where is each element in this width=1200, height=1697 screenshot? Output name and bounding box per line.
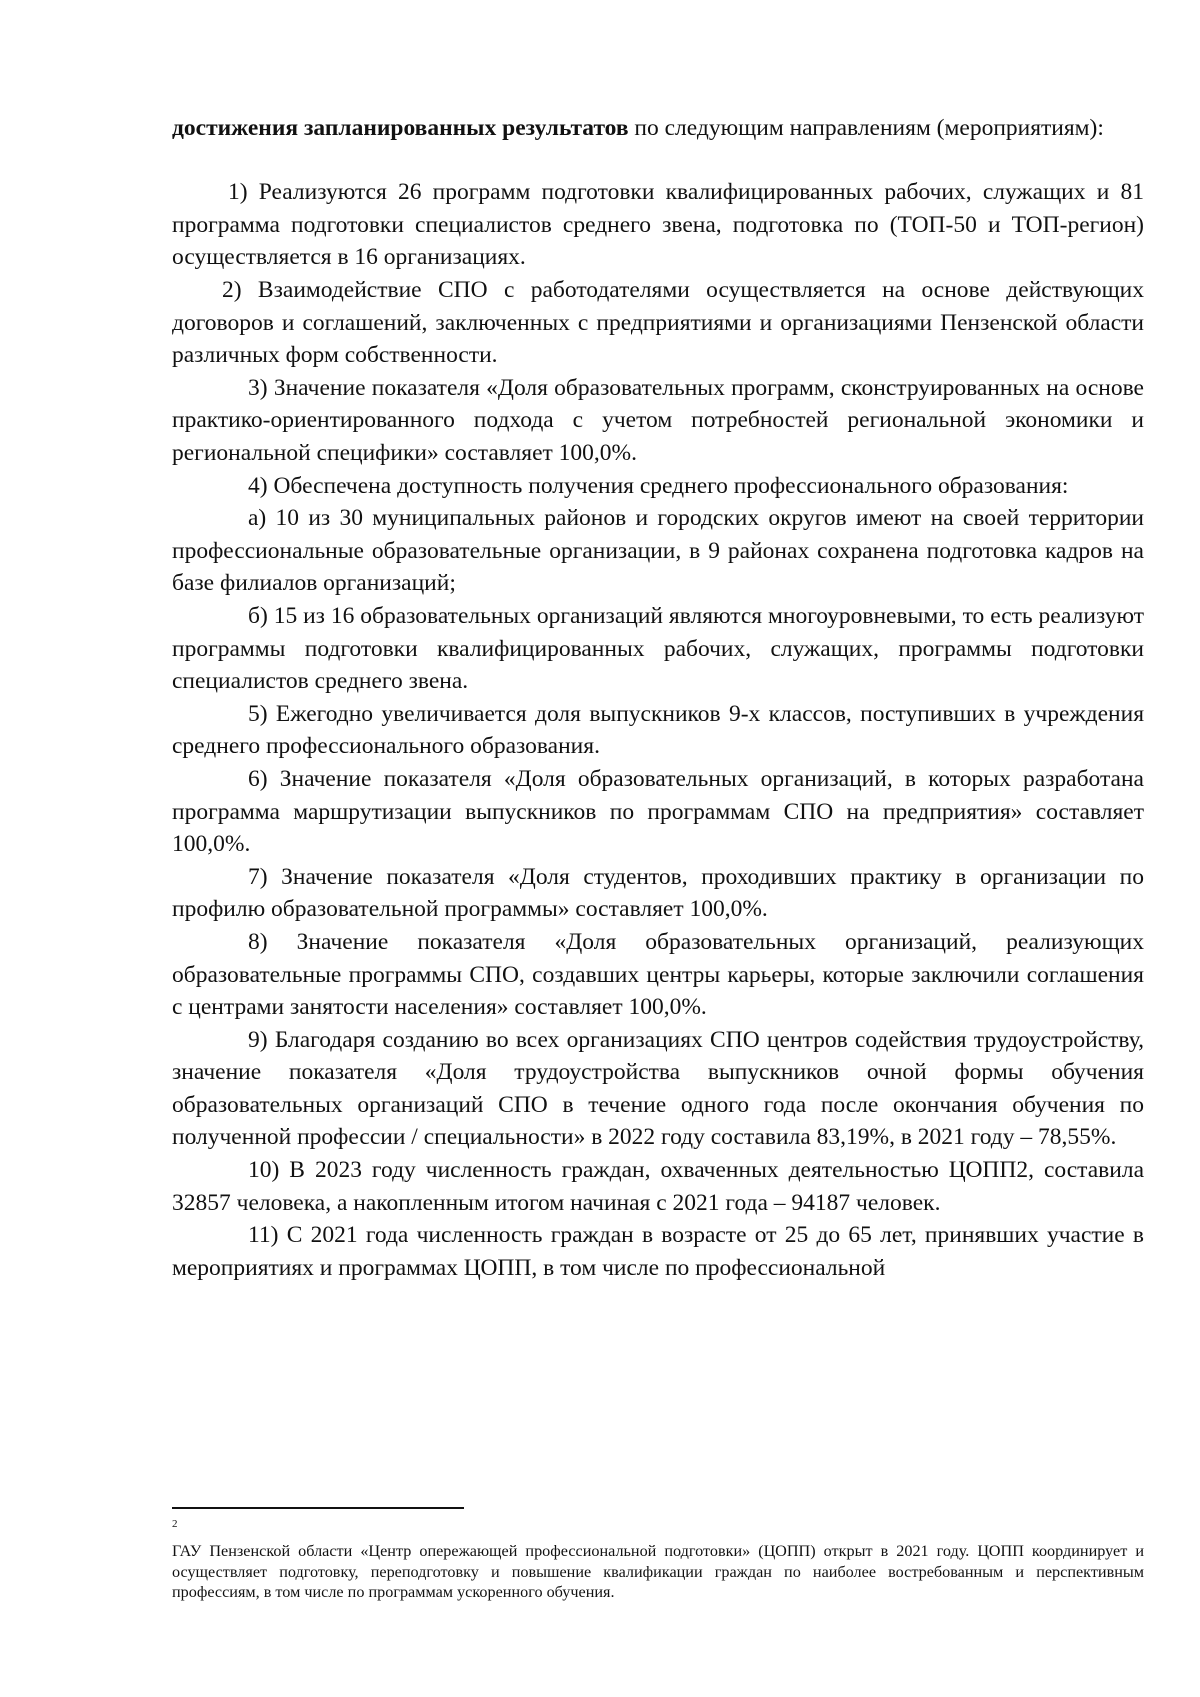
- paragraph-6: 6) Значение показателя «Доля образовательных организаций, в которых разработана программа маршрутизации выпускников по программам СПО на предприятия» составляет 100,0%.: [172, 766, 1144, 858]
- paragraph-8: 8) Значение показателя «Доля образовательных организаций, реализующих образовательные программы СПО, создавших центры карьеры, которые заключили соглашения с центрами занятости населения» составляет 100,0%.: [172, 929, 1144, 1021]
- footnote-number: 2: [172, 1518, 178, 1530]
- body-text: [172, 112, 1144, 1284]
- paragraph-4b: б) 15 из 16 образовательных организаций являются многоуровневыми, то есть реализуют программы подготовки квалифицированных рабочих, служащих, программы подготовки специалистов среднего звена.: [172, 603, 1144, 694]
- paragraph-2: 2) Взаимодействие СПО с работодателями осуществляется на основе действующих договоров и соглашений, заключенных с предприятиями и организациями Пензенской области различных форм собственности.: [172, 277, 1144, 368]
- paragraph-4a: а) 10 из 30 муниципальных районов и городских округов имеют на своей территории профессиональные образовательные организации, в 9 районах сохранена подготовка кадров на базе филиалов организаций;: [172, 505, 1144, 597]
- paragraph-1: 1) Реализуются 26 программ подготовки квалифицированных рабочих, служащих и 81 программа подготовки специалистов среднего звена, подготовка по (ТОП-50 и ТОП-регион) осуществляется в 16 организациях.: [172, 179, 1144, 271]
- paragraph-5: 5) Ежегодно увеличивается доля выпускников 9-х классов, поступивших в учреждения среднего профессионального образования.: [172, 700, 1144, 760]
- intro-bold-phrase: достижения запланированных результатов: [172, 115, 629, 141]
- paragraph-10: 10) В 2023 году численность граждан, охваченных деятельностью ЦОПП2, составила 32857 человека, а накопленным итогом начиная с 2021 года – 94187 человек.: [172, 1157, 1144, 1216]
- intro-rest: по следующим направлениям (мероприятиям):: [628, 115, 1104, 141]
- footnote-separator: [172, 1507, 464, 1509]
- paragraph-4: 4) Обеспечена доступность получения среднего профессионального образования:: [248, 472, 1069, 499]
- paragraph-9: 9) Благодаря созданию во всех организациях СПО центров содействия трудоустройству, значение показателя «Доля трудоустройства выпускников очной формы обучения образовательных организаций СПО в течение одного года после окончания обучения по полученной профессии / специальности» в 2022 году составила 83,19%, в 2021 году – 78,55%.: [172, 1026, 1144, 1151]
- intro-paragraph: [172, 112, 1144, 144]
- footnote-text: ГАУ Пензенской области «Центр опережающей профессиональной подготовки» (ЦОПП) открыт в 2021 году. ЦОПП координирует и осуществляет подготовку, переподготовку и повышение квалификации граждан по наиболее востребованным и перспективным профессиям, в том числе по программам ускоренного обучения.: [172, 1542, 1144, 1601]
- paragraph-7: 7) Значение показателя «Доля студентов, проходивших практику в организации по профилю образовательной программы» составляет 100,0%.: [172, 863, 1144, 923]
- paragraph-11: 11) С 2021 года численность граждан в возрасте от 25 до 65 лет, принявших участие в мероприятиях и программах ЦОПП, в том числе по профессиональной: [172, 1222, 1144, 1281]
- paragraph-3: 3) Значение показателя «Доля образовательных программ, сконструированных на основе практико-ориентированного подхода с учетом потребностей региональной экономики и региональной специфики» составляет 100,0%.: [172, 374, 1144, 466]
